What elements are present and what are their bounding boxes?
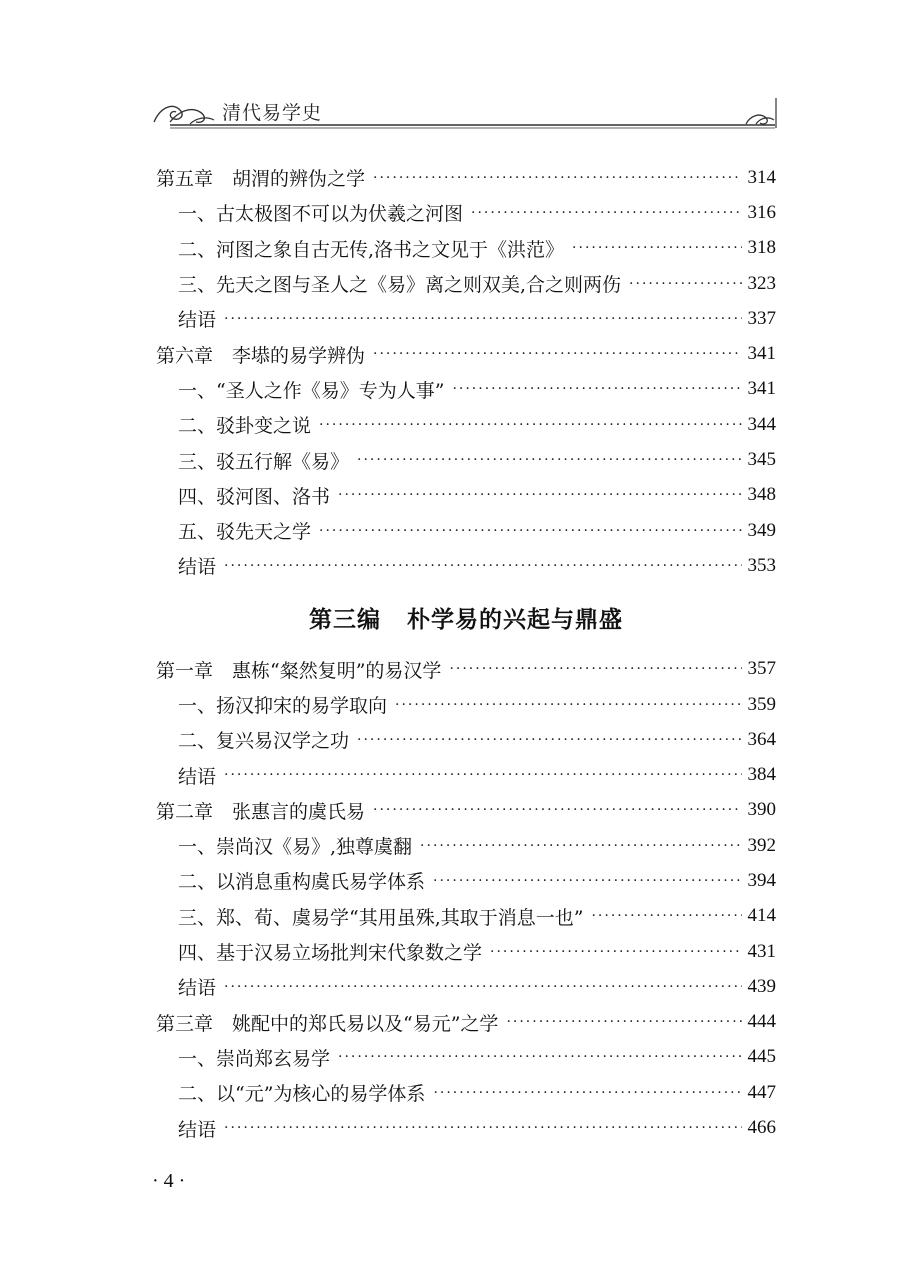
entry-page-number: 316: [747, 201, 776, 223]
toc-section-entry[interactable]: [156, 231, 776, 266]
dot-leader: [629, 276, 741, 292]
dot-leader: [357, 732, 741, 748]
dot-leader: [471, 205, 741, 221]
part-label: 第三编: [309, 607, 381, 634]
entry-page-number: 394: [747, 869, 776, 891]
entry-title: 结语: [178, 1118, 217, 1141]
running-header: [150, 88, 778, 130]
toc-section-entry[interactable]: [156, 899, 776, 934]
entry-title: 第六章 李塨的易学辨伪: [156, 344, 366, 367]
entry-title: 三、驳五行解《易》: [178, 450, 350, 473]
entry-page-number: 318: [747, 237, 776, 259]
book-title: 清代易学史: [222, 102, 323, 124]
entry-page-number: 344: [747, 413, 776, 435]
toc-chapter-entry[interactable]: [156, 652, 776, 687]
toc-section-entry[interactable]: [156, 969, 776, 1004]
entry-page-number: 353: [747, 554, 776, 576]
entry-page-number: 444: [747, 1011, 776, 1033]
dot-leader: [224, 1120, 741, 1136]
entry-page-number: 414: [747, 905, 776, 927]
entry-page-number: 447: [747, 1081, 776, 1103]
toc-chapter-entry[interactable]: [156, 336, 776, 371]
entry-title: 二、河图之象自古无传,洛书之文见于《洪范》: [178, 238, 565, 261]
entry-title: 一、崇尚郑玄易学: [178, 1047, 331, 1070]
entry-page-number: 390: [747, 799, 776, 821]
entry-title: 三、先天之图与圣人之《易》离之则双美,合之则两伤: [178, 274, 622, 297]
dot-leader: [224, 979, 741, 995]
entry-page-number: 357: [747, 658, 776, 680]
entry-title: 二、以消息重构虞氏易学体系: [178, 871, 426, 894]
dot-leader: [224, 311, 741, 327]
toc-section-entry[interactable]: [156, 1075, 776, 1110]
toc-section-entry[interactable]: [156, 266, 776, 301]
entry-title: 结语: [178, 977, 217, 1000]
dot-leader: [373, 802, 741, 818]
toc-section-entry[interactable]: [156, 478, 776, 513]
entry-page-number: 364: [747, 728, 776, 750]
dot-leader: [395, 697, 741, 713]
dot-leader: [319, 417, 741, 433]
entry-title: 结语: [178, 556, 217, 579]
toc-chapter-entry[interactable]: [156, 1005, 776, 1040]
dot-leader: [572, 240, 741, 256]
toc-section-entry[interactable]: [156, 301, 776, 336]
toc-section-entry[interactable]: [156, 548, 776, 583]
toc-section-entry[interactable]: [156, 687, 776, 722]
entry-title: 第二章 张惠言的虞氏易: [156, 800, 366, 823]
entry-title: 一、“圣人之作《易》专为人事”: [178, 379, 445, 402]
table-of-contents: [156, 160, 776, 1146]
toc-section-entry[interactable]: [156, 1110, 776, 1145]
entry-page-number: 345: [747, 449, 776, 471]
entry-page-number: 431: [747, 940, 776, 962]
entry-page-number: 341: [747, 378, 776, 400]
dot-leader: [452, 381, 741, 397]
entry-title: 一、崇尚汉《易》,独尊虞翻: [178, 836, 413, 859]
entry-title: 二、复兴易汉学之功: [178, 730, 350, 753]
entry-title: 三、郑、荀、虞易学“其用虽殊,其取于消息一也”: [178, 906, 584, 929]
dot-leader: [420, 838, 741, 854]
entry-page-number: 348: [747, 484, 776, 506]
toc-section-entry[interactable]: [156, 195, 776, 230]
dot-leader: [591, 908, 741, 924]
entry-page-number: 341: [747, 343, 776, 365]
dot-leader: [433, 873, 741, 889]
toc-chapter-entry[interactable]: [156, 160, 776, 195]
toc-section-entry[interactable]: [156, 442, 776, 477]
dot-leader: [224, 558, 741, 574]
toc-section-entry[interactable]: [156, 1040, 776, 1075]
entry-page-number: 392: [747, 834, 776, 856]
dot-leader: [319, 523, 741, 539]
entry-title: 第一章 惠栋“粲然复明”的易汉学: [156, 659, 442, 682]
part-title: 朴学易的兴起与鼎盛: [407, 607, 623, 634]
dot-leader: [373, 170, 741, 186]
toc-section-entry[interactable]: [156, 722, 776, 757]
entry-title: 第五章 胡渭的辨伪之学: [156, 168, 366, 191]
toc-section-entry[interactable]: [156, 513, 776, 548]
entry-title: 一、古太极图不可以为伏羲之河图: [178, 203, 464, 226]
dot-leader: [224, 767, 741, 783]
entry-title: 五、驳先天之学: [178, 521, 312, 544]
entry-title: 一、扬汉抑宋的易学取向: [178, 695, 388, 717]
entry-title: 结语: [178, 309, 217, 332]
toc-section-entry[interactable]: [156, 863, 776, 898]
dot-leader: [373, 346, 741, 362]
dot-leader: [506, 1014, 741, 1030]
entry-page-number: 439: [747, 975, 776, 997]
entry-page-number: 323: [747, 272, 776, 294]
dot-leader: [490, 944, 741, 960]
dot-leader: [338, 1049, 741, 1065]
entry-page-number: 384: [747, 764, 776, 786]
dot-leader: [338, 487, 741, 503]
page-number: · 4 ·: [152, 1170, 186, 1192]
entry-title: 二、驳卦变之说: [178, 415, 312, 438]
toc-section-entry[interactable]: [156, 934, 776, 969]
toc-section-entry[interactable]: [156, 372, 776, 407]
entry-page-number: 314: [747, 166, 776, 188]
toc-section-entry[interactable]: [156, 757, 776, 792]
entry-title: 四、驳河图、洛书: [178, 485, 331, 508]
entry-title: 结语: [178, 765, 217, 788]
toc-chapter-entry[interactable]: [156, 793, 776, 828]
toc-section-entry[interactable]: [156, 828, 776, 863]
entry-page-number: 445: [747, 1046, 776, 1068]
entry-page-number: 359: [747, 693, 776, 715]
entry-title: 二、以“元”为核心的易学体系: [178, 1083, 426, 1106]
dot-leader: [449, 661, 741, 677]
dot-leader: [433, 1085, 741, 1101]
entry-page-number: 349: [747, 519, 776, 541]
entry-title: 四、基于汉易立场批判宋代象数之学: [178, 942, 483, 965]
entry-page-number: 466: [747, 1117, 776, 1139]
entry-title: 第三章 姚配中的郑氏易以及“易元”之学: [156, 1012, 499, 1035]
entry-page-number: 337: [747, 307, 776, 329]
part-heading: [156, 584, 776, 652]
dot-leader: [357, 452, 741, 468]
toc-section-entry[interactable]: [156, 407, 776, 442]
